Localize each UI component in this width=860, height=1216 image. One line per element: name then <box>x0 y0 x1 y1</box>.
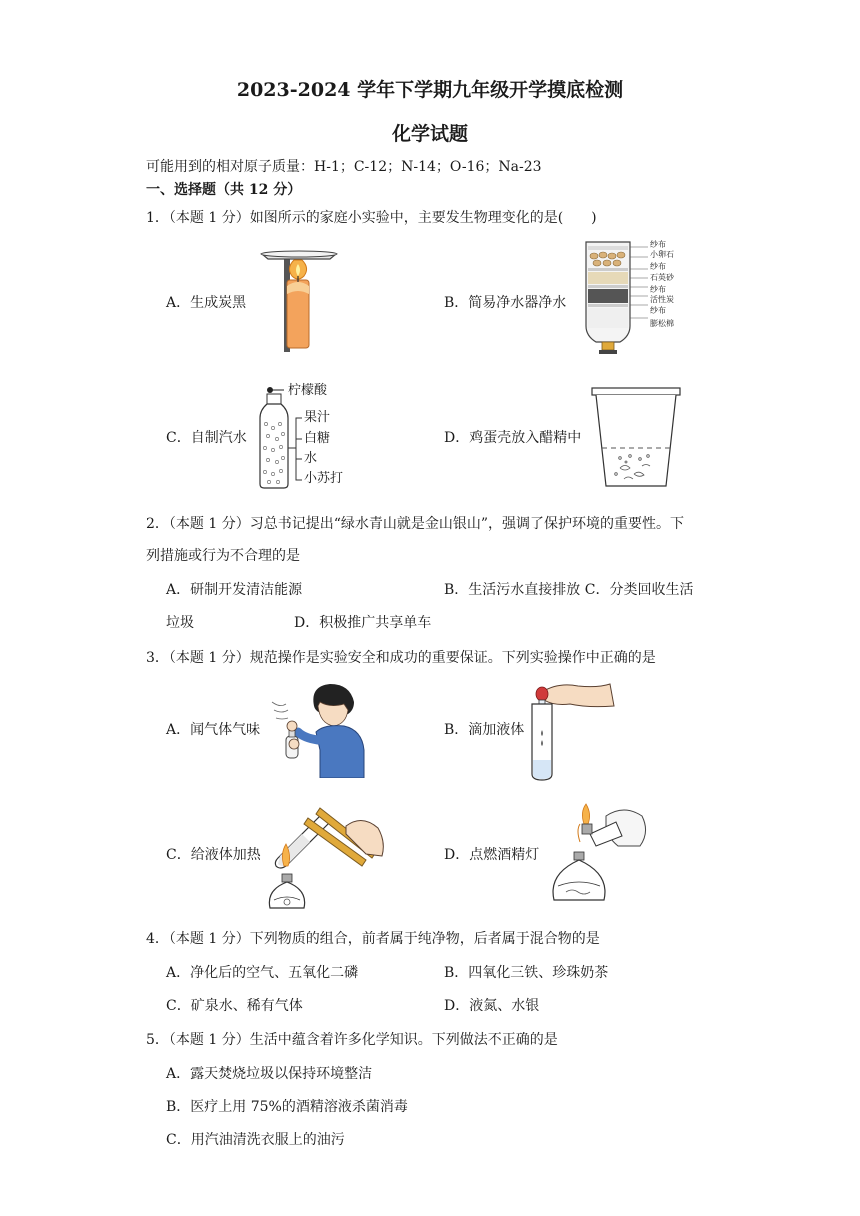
soda-label-4: 小苏打 <box>304 471 344 486</box>
atomic-masses-note: 可能用到的相对原子质量：H-1；C-12；N-14；O-16；Na-23 <box>146 159 542 175</box>
q5-option-b: B．医疗上用 75%的酒精溶液杀菌消毒 <box>166 1099 408 1115</box>
q5-option-c: C．用汽油清洗衣服上的油污 <box>166 1132 345 1148</box>
q4-option-c: C．矿泉水、稀有气体 <box>166 998 303 1014</box>
q3-option-b: B．滴加液体 <box>444 722 525 738</box>
candle-figure <box>258 246 340 352</box>
q2-option-d: D．积极推广共享单车 <box>294 615 432 631</box>
light-lamp-figure <box>546 800 650 906</box>
q1-option-b: B．简易净水器净水 <box>444 295 567 311</box>
filter-label-2: 小卵石 <box>650 250 674 259</box>
q3-stem: 3．（本题 1 分）规范操作是实验安全和成功的重要保证。下列实验操作中正确的是 <box>146 650 656 666</box>
q1-option-d: D．鸡蛋壳放入醋精中 <box>444 430 582 446</box>
q5-option-a: A．露天焚烧垃圾以保持环境整洁 <box>166 1066 373 1082</box>
filter-label-4: 石英砂 <box>650 273 674 282</box>
q1-stem: 1．（本题 1 分）如图所示的家庭小实验中，主要发生物理变化的是( ) <box>146 210 597 226</box>
q2-stem-line1: 2．（本题 1 分）习总书记提出“绿水青山就是金山银山”，强调了保护环境的重要性。下 <box>146 516 685 532</box>
q4-option-a: A．净化后的空气、五氧化二磷 <box>166 965 359 981</box>
q1-option-a: A．生成炭黑 <box>166 295 247 311</box>
soda-label-citric: 柠檬酸 <box>288 383 328 398</box>
filter-label-7: 纱布 <box>650 306 666 315</box>
smell-gas-figure <box>268 680 368 778</box>
section-heading: 一、选择题（共 12 分） <box>146 182 302 198</box>
q2-option-c-cont: 垃圾 <box>166 615 194 631</box>
q3-option-d: D．点燃酒精灯 <box>444 847 540 863</box>
q3-option-c: C．给液体加热 <box>166 847 261 863</box>
q4-option-b: B．四氧化三铁、珍珠奶茶 <box>444 965 609 981</box>
filter-label-5: 纱布 <box>650 285 666 294</box>
filter-label-6: 活性炭 <box>650 295 674 304</box>
soda-label-1: 果汁 <box>304 410 331 425</box>
q4-stem: 4．（本题 1 分）下列物质的组合，前者属于纯净物，后者属于混合物的是 <box>146 931 600 947</box>
q3-option-a: A．闻气体气味 <box>166 722 261 738</box>
q2-option-a: A．研制开发清洁能源 <box>166 582 303 598</box>
exam-subtitle: 化学试题 <box>391 123 468 145</box>
q4-option-d: D．液氮、水银 <box>444 998 540 1014</box>
q2-stem-line2: 列措施或行为不合理的是 <box>146 548 300 564</box>
filter-label-3: 纱布 <box>650 262 666 271</box>
cup-eggshell-figure <box>590 386 682 490</box>
q1-option-c: C．自制汽水 <box>166 430 247 446</box>
drop-liquid-figure <box>518 676 618 786</box>
filter-label-1: 纱布 <box>650 240 666 249</box>
soda-label-2: 白糖 <box>304 431 331 446</box>
q5-stem: 5．（本题 1 分）生活中蕴含着许多化学知识。下列做法不正确的是 <box>146 1032 558 1048</box>
soda-label-3: 水 <box>304 451 318 466</box>
heat-liquid-figure <box>262 798 388 912</box>
exam-title: 2023-2024 学年下学期九年级开学摸底检测 <box>236 79 624 101</box>
q2-option-bc: B．生活污水直接排放 C．分类回收生活 <box>444 582 694 598</box>
filter-label-8: 膨松棉 <box>650 319 674 328</box>
